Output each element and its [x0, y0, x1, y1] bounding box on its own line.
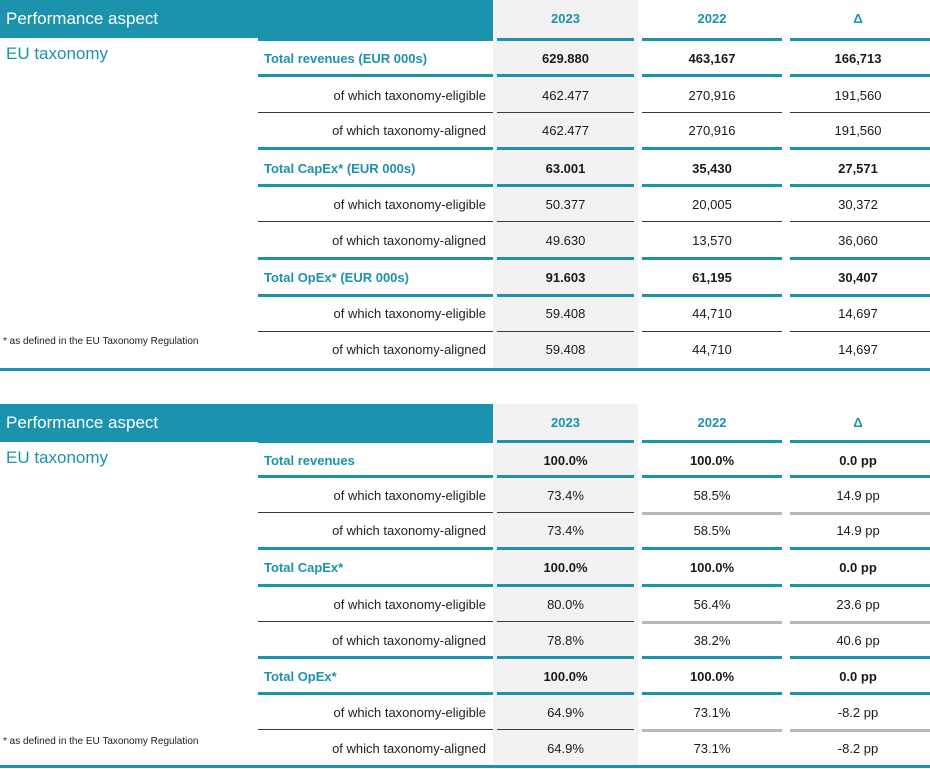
separator	[790, 147, 930, 150]
separator	[258, 656, 493, 659]
value-delta: -8.2 pp	[837, 705, 879, 720]
separator	[258, 512, 493, 513]
topic-label: EU taxonomy	[6, 448, 109, 467]
table-row	[0, 730, 930, 767]
value-2022: 73.1%	[693, 741, 731, 756]
separator	[642, 184, 782, 187]
row-label: of which taxonomy-eligible	[333, 488, 486, 503]
separator	[497, 440, 634, 443]
separator	[642, 440, 782, 443]
table-row	[0, 259, 930, 296]
separator	[497, 729, 634, 730]
value-delta: 14,697	[838, 306, 878, 321]
table-row	[0, 658, 930, 695]
value-2022: 44,710	[692, 342, 732, 357]
separator	[790, 656, 930, 659]
separator	[258, 621, 493, 622]
value-2023: 100.0%	[543, 669, 588, 684]
separator	[258, 221, 493, 222]
value-delta: 36,060	[838, 233, 878, 248]
value-delta: 23.6 pp	[836, 597, 880, 612]
value-delta: 191,560	[834, 123, 882, 138]
separator	[497, 621, 634, 622]
value-2023: 63.001	[545, 161, 586, 176]
separator	[497, 184, 634, 187]
table-row	[0, 295, 930, 332]
separator	[497, 656, 634, 659]
row-label: of which taxonomy-eligible	[333, 197, 486, 212]
absolute-values-table	[0, 0, 930, 372]
separator	[642, 147, 782, 150]
separator	[258, 74, 493, 77]
separator	[642, 621, 782, 624]
separator	[642, 547, 782, 550]
value-delta: 30,407	[838, 270, 878, 285]
value-delta: 14,697	[838, 342, 878, 357]
row-label: Total revenues (EUR 000s)	[264, 51, 428, 66]
row-label: of which taxonomy-aligned	[332, 523, 486, 538]
table-row	[0, 622, 930, 659]
separator	[258, 331, 493, 332]
value-2022: 56.4%	[693, 597, 731, 612]
separator	[497, 38, 634, 41]
separator	[497, 584, 634, 587]
separator	[258, 147, 493, 150]
separator	[497, 294, 634, 297]
value-2022: 35,430	[692, 161, 732, 176]
value-delta: 0.0 pp	[839, 669, 877, 684]
value-2023: 59.408	[545, 306, 586, 321]
separator	[497, 512, 634, 513]
value-2023: 629.880	[542, 51, 589, 66]
separator	[790, 475, 930, 478]
separator	[642, 112, 782, 113]
separator	[642, 475, 782, 478]
separator	[790, 294, 930, 297]
value-2023: 100.0%	[543, 453, 588, 468]
percentage-table	[0, 404, 930, 769]
separator	[497, 547, 634, 550]
separator	[790, 74, 930, 77]
col-header-2023: 2023	[551, 415, 580, 430]
value-2023: 64.9%	[547, 705, 584, 720]
separator	[642, 74, 782, 77]
row-label: of which taxonomy-aligned	[332, 633, 486, 648]
row-label: Total revenues	[264, 453, 355, 468]
separator	[497, 692, 634, 695]
separator	[642, 38, 782, 41]
table-row	[0, 331, 930, 368]
separator	[497, 221, 634, 222]
separator	[497, 475, 634, 478]
table-row	[0, 694, 930, 731]
value-2022: 61,195	[692, 270, 732, 285]
row-label: of which taxonomy-aligned	[332, 342, 486, 357]
performance-aspect-header: Performance aspect	[0, 404, 493, 442]
separator	[790, 38, 930, 41]
separator	[258, 692, 493, 695]
value-delta: 191,560	[834, 88, 882, 103]
separator	[790, 621, 930, 624]
separator	[642, 512, 782, 515]
separator	[642, 331, 782, 332]
row-label: of which taxonomy-eligible	[333, 705, 486, 720]
value-2023: 59.408	[545, 342, 586, 357]
value-2022: 270,916	[688, 88, 736, 103]
separator	[642, 729, 782, 732]
col-header-2022: 2022	[697, 415, 727, 430]
separator	[497, 331, 634, 332]
separator	[258, 440, 493, 443]
col-header-2022: 2022	[697, 11, 727, 26]
table-row	[0, 586, 930, 623]
value-delta: 30,372	[838, 197, 878, 212]
separator	[258, 584, 493, 587]
col-header-delta: Δ	[853, 415, 863, 430]
table-row	[0, 512, 930, 549]
table-row	[0, 40, 930, 77]
row-label: of which taxonomy-aligned	[332, 123, 486, 138]
separator	[258, 475, 493, 478]
value-2022: 100.0%	[689, 669, 735, 684]
row-label: of which taxonomy-aligned	[332, 233, 486, 248]
value-2023: 73.4%	[547, 488, 584, 503]
table-bottom-rule	[0, 765, 930, 768]
value-2023: 73.4%	[547, 523, 584, 538]
value-2023: 91.603	[545, 270, 586, 285]
separator	[790, 112, 930, 113]
separator	[642, 692, 782, 695]
value-2023: 49.630	[545, 233, 586, 248]
table-row	[0, 186, 930, 223]
separator	[790, 692, 930, 695]
row-label: of which taxonomy-eligible	[333, 597, 486, 612]
separator	[497, 74, 634, 77]
table-row	[0, 150, 930, 187]
value-delta: 0.0 pp	[839, 560, 877, 575]
row-label: Total OpEx* (EUR 000s)	[264, 270, 409, 285]
value-delta: 40.6 pp	[836, 633, 880, 648]
separator	[258, 729, 493, 730]
separator	[258, 112, 493, 113]
value-2023: 100.0%	[543, 560, 588, 575]
value-2022: 100.0%	[689, 453, 735, 468]
separator	[790, 184, 930, 187]
footnote: * as defined in the EU Taxonomy Regulation	[3, 336, 199, 347]
col-header-2023: 2023	[551, 11, 580, 26]
separator	[497, 147, 634, 150]
separator	[642, 294, 782, 297]
table-row	[0, 477, 930, 514]
separator	[790, 331, 930, 332]
value-2023: 80.0%	[547, 597, 584, 612]
table-row	[0, 112, 930, 149]
value-delta: -8.2 pp	[837, 741, 879, 756]
table-row	[0, 77, 930, 114]
value-2022: 270,916	[688, 123, 736, 138]
separator	[258, 38, 493, 41]
value-delta: 166,713	[834, 51, 882, 66]
separator	[790, 257, 930, 260]
value-2023: 462.477	[542, 88, 589, 103]
separator	[790, 547, 930, 550]
separator	[642, 257, 782, 260]
topic-label: EU taxonomy	[6, 44, 109, 63]
row-label: of which taxonomy-aligned	[332, 741, 486, 756]
value-delta: 27,571	[838, 161, 878, 176]
value-2022: 20,005	[692, 197, 732, 212]
value-2023: 64.9%	[547, 741, 584, 756]
col-header-delta: Δ	[853, 11, 863, 26]
table-row	[0, 222, 930, 259]
value-2022: 44,710	[692, 306, 732, 321]
value-2023: 78.8%	[547, 633, 584, 648]
row-label: Total CapEx* (EUR 000s)	[264, 161, 416, 176]
row-label: Total OpEx*	[264, 669, 337, 684]
separator	[497, 257, 634, 260]
value-2022: 100.0%	[689, 560, 735, 575]
separator	[790, 221, 930, 222]
value-2023: 462.477	[542, 123, 589, 138]
value-delta: 14.9 pp	[836, 488, 880, 503]
table-row	[0, 442, 930, 479]
performance-aspect-header: Performance aspect	[0, 0, 493, 38]
row-label: Total CapEx*	[264, 560, 344, 575]
table-bottom-rule	[0, 368, 930, 371]
value-delta: 0.0 pp	[839, 453, 877, 468]
separator	[790, 729, 930, 732]
footnote: * as defined in the EU Taxonomy Regulation	[3, 736, 199, 747]
value-2022: 58.5%	[693, 523, 731, 538]
value-2022: 38.2%	[693, 633, 731, 648]
separator	[258, 294, 493, 297]
value-2022: 13,570	[692, 233, 732, 248]
value-delta: 14.9 pp	[836, 523, 880, 538]
value-2023: 50.377	[545, 197, 586, 212]
separator	[258, 257, 493, 260]
value-2022: 73.1%	[693, 705, 731, 720]
separator	[642, 221, 782, 222]
separator	[790, 584, 930, 587]
separator	[642, 584, 782, 587]
separator	[497, 112, 634, 113]
value-2022: 463,167	[688, 51, 736, 66]
row-label: of which taxonomy-eligible	[333, 88, 486, 103]
separator	[258, 184, 493, 187]
separator	[790, 440, 930, 443]
separator	[790, 512, 930, 515]
separator	[642, 656, 782, 659]
row-label: of which taxonomy-eligible	[333, 306, 486, 321]
value-2022: 58.5%	[693, 488, 731, 503]
separator	[258, 547, 493, 550]
table-row	[0, 549, 930, 586]
